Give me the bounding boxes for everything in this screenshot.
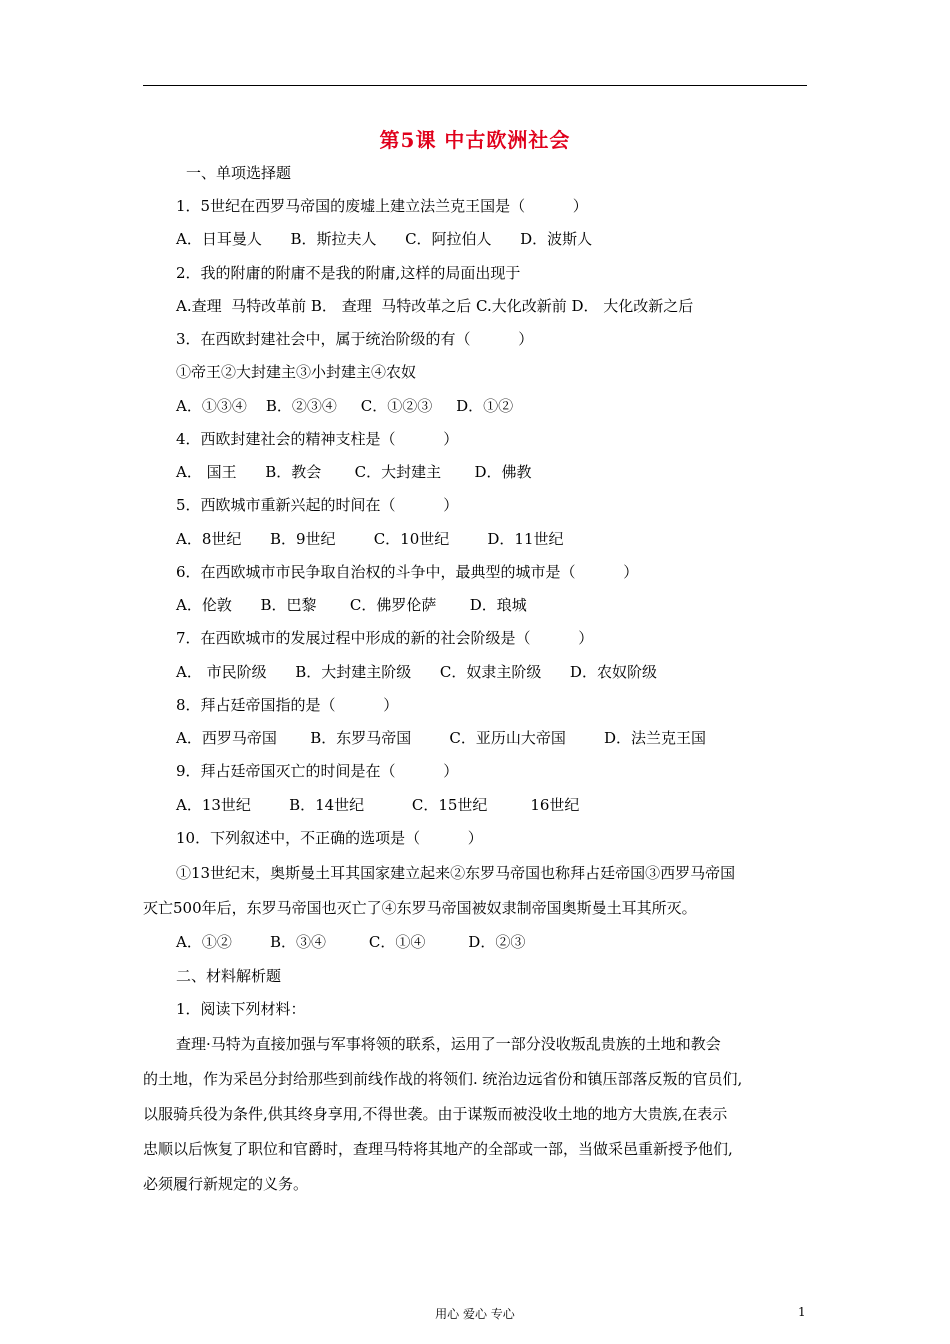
material-text-line4: 忠顺以后恢复了职位和官爵时，查理马特将其地产的全部或一部，当做采邑重新授予他们,	[143, 1140, 733, 1158]
page-title: 第5课 中古欧洲社会	[379, 128, 571, 152]
question-5-options: A．8世纪 B．9世纪 C．10世纪 D．11世纪	[176, 530, 564, 548]
question-6: 6．在西欧城市市民争取自治权的斗争中，最典型的城市是（ ）	[176, 563, 639, 581]
question-8-options: A．西罗马帝国 B．东罗马帝国 C．亚历山大帝国 D．法兰克王国	[176, 729, 707, 747]
material-text-line5: 必须履行新规定的义务。	[143, 1175, 309, 1193]
question-4: 4．西欧封建社会的精神支柱是（ ）	[176, 430, 459, 448]
question-4-options: A． 国王 B．教会 C．大封建主 D．佛教	[176, 463, 532, 481]
material-text-line3: 以服骑兵役为条件,供其终身享用,不得世袭。由于谋叛而被没收土地的地方大贵族,在表示	[143, 1105, 728, 1123]
question-9: 9．拜占廷帝国灭亡的时间是在（ ）	[176, 762, 459, 780]
section-heading-material-analysis: 二、材料解析题	[176, 967, 282, 985]
question-5: 5．西欧城市重新兴起的时间在（ ）	[176, 496, 459, 514]
page-footer: 用心 爱心 专心	[435, 1307, 515, 1321]
header-rule	[143, 85, 807, 86]
question-8: 8．拜占廷帝国指的是（ ）	[176, 696, 399, 714]
question-7-options: A． 市民阶级 B．大封建主阶级 C．奴隶主阶级 D．农奴阶级	[176, 663, 657, 681]
question-6-options: A．伦敦 B．巴黎 C．佛罗伦萨 D．琅城	[176, 596, 527, 614]
question-3: 3．在西欧封建社会中，属于统治阶级的有（ ）	[176, 330, 534, 348]
question-7: 7．在西欧城市的发展过程中形成的新的社会阶级是（ ）	[176, 629, 594, 647]
material-text-line2: 的土地，作为采邑分封给那些到前线作战的将领们. 统治边远省份和镇压部落反叛的官员们,	[143, 1070, 743, 1088]
question-3-options: A．①③④ B．②③④ C．①②③ D．①②	[176, 397, 514, 415]
question-1-options: A．日耳曼人 B．斯拉夫人 C．阿拉伯人 D．波斯人	[176, 230, 593, 248]
material-text-line1: 查理·马特为直接加强与军事将领的联系，运用了一部分没收叛乱贵族的土地和教会	[176, 1035, 721, 1053]
question-3-items: ①帝王②大封建主③小封建主④农奴	[176, 363, 417, 381]
page-number: 1	[798, 1305, 806, 1319]
question-10: 10．下列叙述中，不正确的选项是（ ）	[176, 829, 483, 847]
question-10-options: A．①② B．③④ C．①④ D．②③	[176, 933, 526, 951]
question-1: 1．5世纪在西罗马帝国的废墟上建立法兰克王国是（ ）	[176, 197, 588, 215]
material-question-1: 1．阅读下列材料：	[176, 1000, 306, 1018]
section-heading-single-choice: 一、单项选择题	[186, 164, 292, 182]
question-10-statement-line2: 灭亡500年后，东罗马帝国也灭亡了④东罗马帝国被奴隶制帝国奥斯曼土耳其所灭。	[143, 899, 697, 917]
question-2-options: A.查理 马特改革前 B． 查理 马特改革之后 C.大化改新前 D． 大化改新之后	[176, 297, 694, 315]
question-9-options: A．13世纪 B．14世纪 C．15世纪 16世纪	[176, 796, 580, 814]
question-10-statement-line1: ①13世纪末，奥斯曼土耳其国家建立起来②东罗马帝国也称拜占廷帝国③西罗马帝国	[176, 864, 736, 882]
question-2: 2．我的附庸的附庸不是我的附庸,这样的局面出现于	[176, 264, 521, 282]
